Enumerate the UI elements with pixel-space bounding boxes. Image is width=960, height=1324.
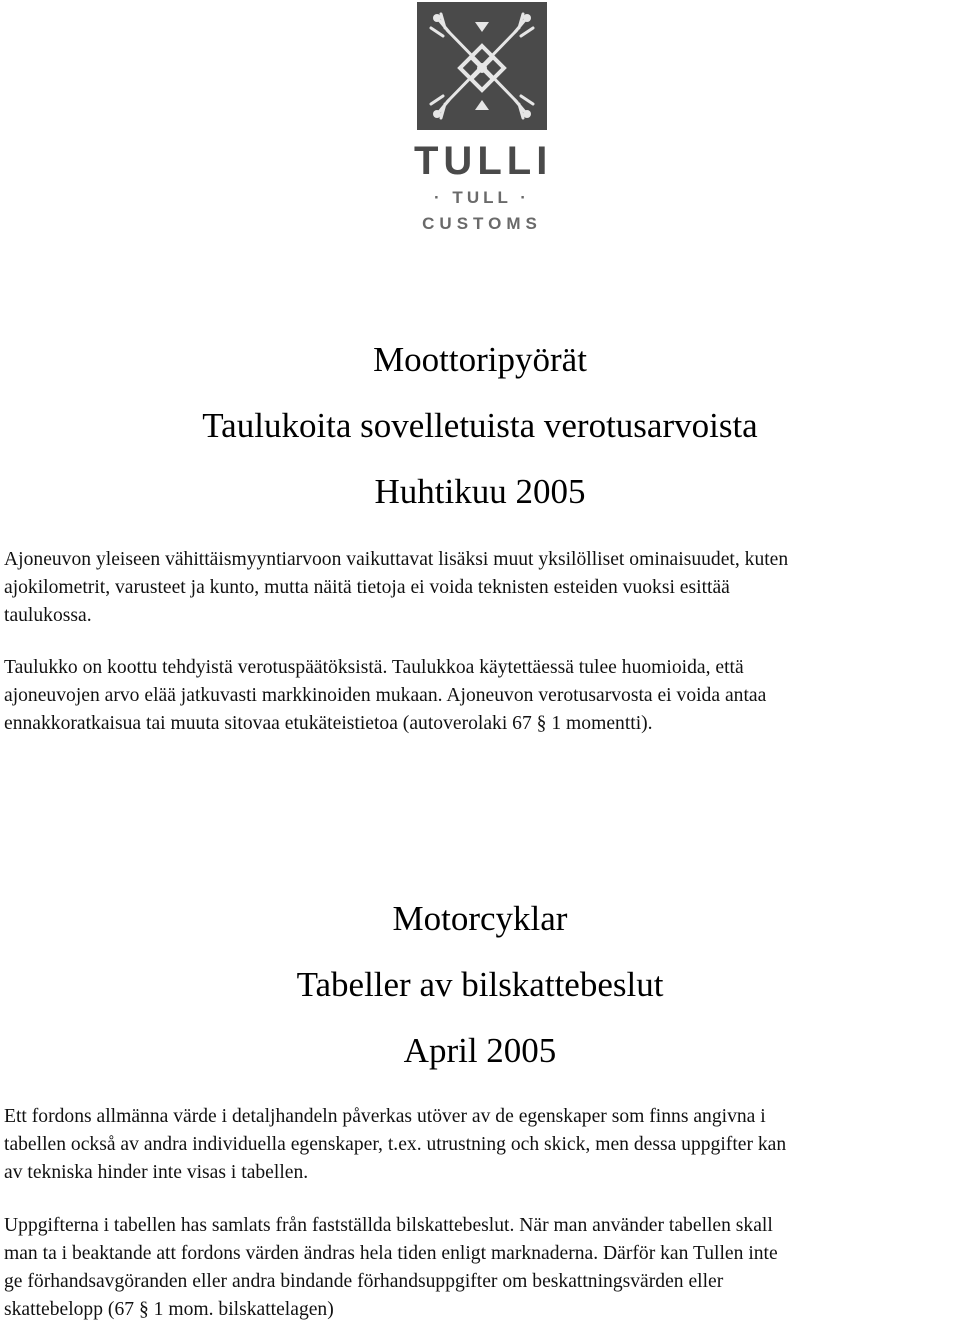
swedish-paragraph-2 [4,1212,960,1324]
logo-swedish-text: · TULL · [434,188,530,207]
text-line: tabellen också av andra individuella egenskaper, t.ex. utrustning och skick, men dessa uppgifter kan [4,1134,787,1155]
logo-brand-text: TULLI [414,139,553,183]
swedish-paragraph-1 [4,1103,960,1187]
text-line: ge förhandsavgöranden eller andra bindande förhandsuppgifter om beskattningsvärden eller [4,1271,724,1292]
swedish-title: Motorcyklar [392,899,568,938]
swedish-subtitle: Tabeller av bilskattebeslut [296,965,664,1004]
text-line: av tekniska hinder inte visas i tabellen. [4,1162,309,1183]
text-line: man ta i beaktande att fordons värden ändras hela tiden enligt marknaderna. Därför kan Tullen inte [4,1243,778,1264]
finnish-title: Moottoripyörät [373,340,587,379]
text-line: ajoneuvojen arvo elää jatkuvasti markkinoiden mukaan. Ajoneuvon verotusarvosta ei voida antaa [4,685,767,706]
swedish-date: April 2005 [403,1031,557,1070]
text-line: ennakkoratkaisua tai muuta sitovaa etukäteistietoa (autoverolaki 67 § 1 momentti). [4,713,653,734]
text-line: skattebelopp (67 § 1 mom. bilskattelagen) [4,1299,334,1320]
finnish-subtitle: Taulukoita sovelletuista verotusarvoista [202,406,758,445]
finnish-date: Huhtikuu 2005 [374,472,586,511]
text-line: taulukossa. [4,605,92,626]
text-line: Taulukko on koottu tehdyistä verotuspäätöksistä. Taulukkoa käytettäessä tulee huomioida, että [4,657,744,678]
tulli-logo-emblem [417,2,547,130]
crossed-keys-icon [417,2,547,130]
text-line: Ett fordons allmänna värde i detaljhandeln påverkas utöver av de egenskaper som finns angivna i [4,1106,766,1127]
logo-english-text: CUSTOMS [422,214,542,233]
text-line: Uppgifterna i tabellen has samlats från fastställda bilskattebeslut. När man använder tabellen skall [4,1215,773,1236]
text-line: Ajoneuvon yleiseen vähittäismyyntiarvoon vaikuttavat lisäksi muut yksilölliset ominaisuudet, kuten [4,549,789,570]
finnish-paragraph-2 [4,654,960,738]
text-line: ajokilometrit, varusteet ja kunto, mutta näitä tietoja ei voida teknisten esteiden vuoksi esittää [4,577,730,598]
finnish-paragraph-1 [4,546,960,630]
